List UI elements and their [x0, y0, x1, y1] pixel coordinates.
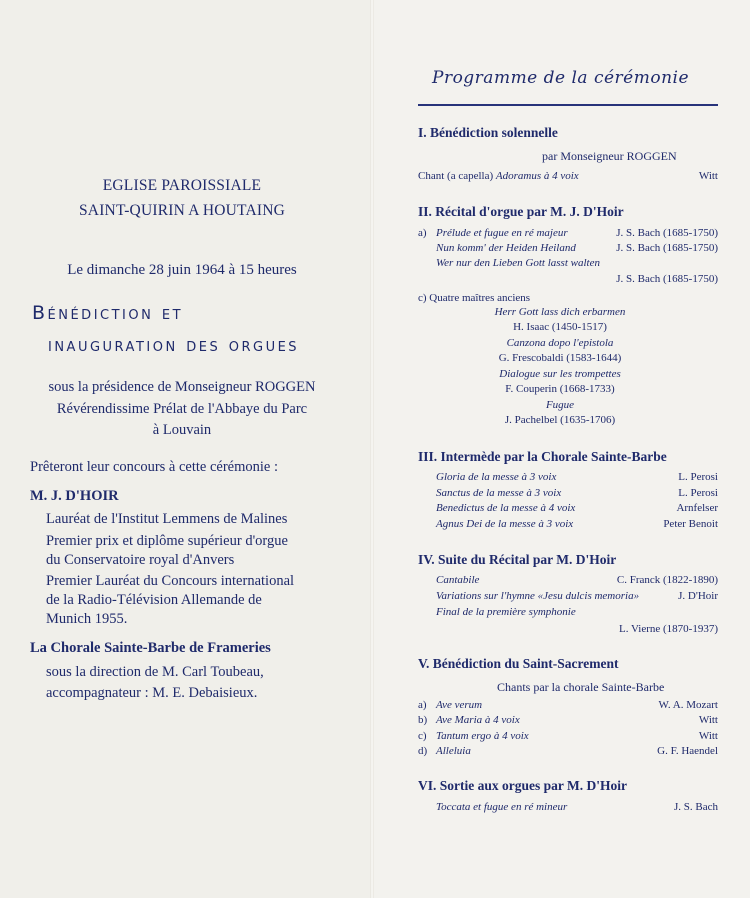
section-5-chants: Chants par la chorale Sainte-Barbe — [497, 680, 665, 694]
organist-line6: Munich 1955. — [46, 611, 128, 627]
section-5-item2-piece: Ave Maria à 4 voix — [436, 714, 520, 726]
section-1-heading: I. Bénédiction solennelle — [418, 125, 558, 140]
organist-name: M. J. D'HOIR — [30, 488, 119, 504]
section-5-item4-piece: Alleluia — [436, 745, 471, 757]
section-4-p1-composer: C. Franck (1822-1890) — [616, 574, 718, 586]
section-2-a-label: a) — [418, 227, 427, 239]
section-2-c2-composer: G. Frescobaldi (1583-1644) — [498, 352, 622, 364]
section-5-item2-composer: Witt — [698, 714, 718, 726]
section-5-item4-composer: G. F. Haendel — [657, 745, 718, 757]
organist-line2: Premier prix et diplôme supérieur d'orgue — [46, 533, 288, 549]
section-2-c4-piece: Fugue — [545, 399, 575, 411]
choir-line1: sous la direction de M. Carl Toubeau, — [46, 664, 264, 680]
section-4-p3-composer: L. Vierne (1870-1937) — [618, 623, 718, 635]
section-3-item4-piece: Agnus Dei de la messe à 3 voix — [436, 518, 574, 530]
title-rule — [418, 104, 718, 106]
section-1-chant-label: Chant (a capella) — [418, 170, 494, 182]
section-2-a1-composer: J. S. Bach (1685-1750) — [616, 227, 718, 239]
programme-title: Programme de la cérémonie — [432, 68, 690, 88]
section-2-a2-composer: J. S. Bach (1685-1750) — [616, 242, 718, 254]
organist-line1: Lauréat de l'Institut Lemmens de Malines — [46, 511, 288, 527]
section-2-heading: II. Récital d'orgue par M. J. D'Hoir — [418, 204, 624, 219]
section-5-item2-label: b) — [418, 714, 428, 726]
section-2-a3-piece: Wer nur den Lieben Gott lasst walten — [436, 257, 600, 269]
section-1-par: par Monseigneur ROGGEN — [542, 149, 677, 163]
section-5-item4-label: d) — [418, 745, 428, 757]
choir-line2: accompagnateur : M. E. Debaisieux. — [46, 685, 258, 701]
title-line1: Bénédiction et — [32, 302, 184, 324]
section-4-p2-composer: J. D'Hoir — [678, 590, 718, 602]
section-2-c1-composer: H. Isaac (1450-1517) — [513, 321, 607, 333]
section-5-item3-label: c) — [418, 730, 427, 742]
section-3-heading: III. Intermède par la Chorale Sainte-Barbe — [418, 449, 667, 464]
section-2-c3-piece: Dialogue sur les trompettes — [499, 368, 621, 380]
section-5-item1-composer: W. A. Mozart — [658, 699, 718, 711]
section-2-a1-piece: Prélude et fugue en ré majeur — [436, 227, 568, 239]
presidence-line2: Révérendissime Prélat de l'Abbaye du Parc — [56, 401, 308, 417]
section-2-c-label: c) Quatre maîtres anciens — [418, 292, 531, 304]
page-fold — [370, 0, 374, 898]
section-5-heading: V. Bénédiction du Saint-Sacrement — [418, 656, 619, 671]
section-6-heading: VI. Sortie aux orgues par M. D'Hoir — [418, 778, 627, 793]
left-page — [0, 0, 372, 898]
section-4-p1-piece: Cantabile — [436, 574, 480, 586]
section-6-composer: J. S. Bach — [674, 801, 718, 813]
organist-line4: Premier Lauréat du Concours international — [46, 573, 295, 589]
organist-line5: de la Radio-Télévision Allemande de — [46, 592, 262, 608]
section-2-a2-piece: Nun komm' der Heiden Heiland — [436, 242, 576, 254]
section-4-p2-piece: Variations sur l'hymne «Jesu dulcis memoria» — [436, 590, 640, 602]
presidence-line3: à Louvain — [152, 422, 212, 438]
section-2-c4-composer: J. Pachelbel (1635-1706) — [504, 414, 616, 426]
section-1-chant — [418, 170, 579, 182]
section-4-heading: IV. Suite du Récital par M. D'Hoir — [418, 552, 617, 567]
section-2-c2-piece: Canzona dopo l'epistola — [506, 337, 614, 349]
section-1-chant-composer: Witt — [698, 170, 718, 182]
section-2-c3-composer: F. Couperin (1668-1733) — [505, 383, 615, 395]
section-5-item3-composer: Witt — [698, 730, 718, 742]
church-name-line2: SAINT-QUIRIN A HOUTAING — [78, 202, 285, 219]
section-3-item1-composer: L. Perosi — [678, 471, 718, 483]
section-5-item1-piece: Ave verum — [436, 699, 483, 711]
section-4-p3-piece: Final de la première symphonie — [436, 606, 576, 618]
section-2-a3-composer: J. S. Bach (1685-1750) — [616, 273, 718, 285]
section-6-piece: Toccata et fugue en ré mineur — [436, 801, 568, 813]
organist-line3: du Conservatoire royal d'Anvers — [46, 552, 235, 568]
section-2-c1-piece: Herr Gott lass dich erbarmen — [494, 306, 626, 318]
title-line2: inauguration des orgues — [48, 334, 300, 356]
section-5-item3-piece: Tantum ergo à 4 voix — [436, 730, 529, 742]
date-line: Le dimanche 28 juin 1964 à 15 heures — [67, 262, 297, 278]
section-3-item1-piece: Gloria de la messe à 3 voix — [436, 471, 557, 483]
section-3-item3-composer: Arnfelser — [676, 502, 718, 514]
church-name-line1: EGLISE PAROISSIALE — [102, 177, 262, 194]
section-3-item2-piece: Sanctus de la messe à 3 voix — [436, 487, 562, 499]
section-5-item1-label: a) — [418, 699, 427, 711]
section-3-item4-composer: Peter Benoit — [663, 518, 718, 530]
choir-name: La Chorale Sainte-Barbe de Frameries — [30, 640, 271, 656]
concours-line: Prêteront leur concours à cette cérémonie : — [30, 459, 278, 475]
section-3-item2-composer: L. Perosi — [678, 487, 718, 499]
section-3-item3-piece: Benedictus de la messe à 4 voix — [436, 502, 576, 514]
presidence-line1: sous la présidence de Monseigneur ROGGEN — [48, 379, 316, 395]
section-1-chant-piece: Adoramus à 4 voix — [495, 170, 579, 182]
